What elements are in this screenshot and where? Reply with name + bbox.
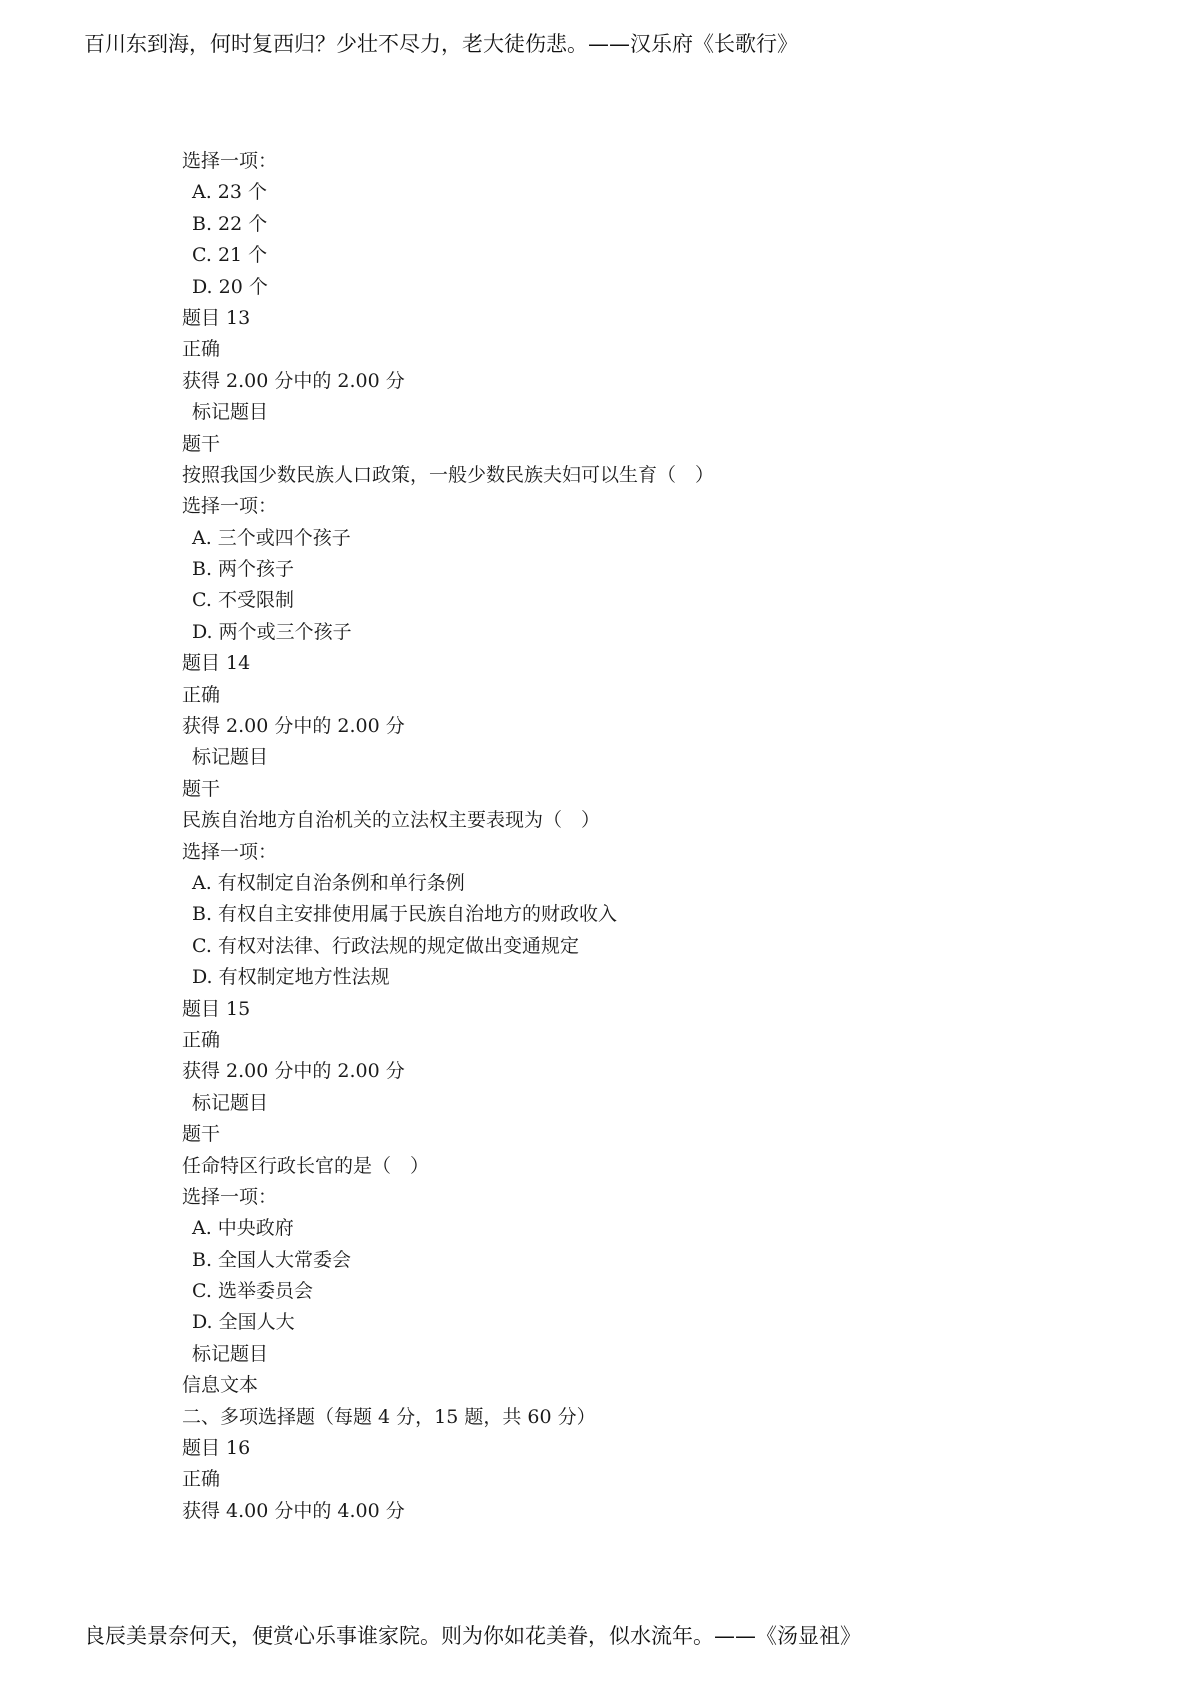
answer-option[interactable]: A. 中央政府 <box>192 1217 294 1240</box>
answer-option[interactable]: D. 有权制定地方性法规 <box>192 966 390 989</box>
select-one-label: 选择一项： <box>182 150 278 172</box>
answer-option[interactable]: B. 全国人大常委会 <box>192 1248 352 1271</box>
answer-option[interactable]: D. 全国人大 <box>192 1311 295 1334</box>
text-line: 民族自治地方自治机关的立法权主要表现为（ ） <box>182 809 601 832</box>
answer-option[interactable]: C. 选举委员会 <box>192 1280 313 1303</box>
text-line: 任命特区行政长官的是（ ） <box>182 1154 430 1177</box>
question-stem-label: 题干 <box>182 432 221 455</box>
answer-option[interactable]: C. 不受限制 <box>192 589 294 612</box>
status-correct: 正确 <box>182 683 221 706</box>
answer-option[interactable]: D. 20 个 <box>192 275 268 298</box>
select-one-label: 选择一项： <box>182 495 278 518</box>
question-number: 题目 16 <box>182 1437 251 1460</box>
answer-option[interactable]: A. 有权制定自治条例和单行条例 <box>192 871 465 894</box>
question-number: 题目 14 <box>182 652 251 675</box>
score-line: 获得 4.00 分中的 4.00 分 <box>182 1499 405 1522</box>
question-number: 题目 13 <box>182 306 251 329</box>
question-number: 题目 15 <box>182 997 251 1020</box>
score-line: 获得 2.00 分中的 2.00 分 <box>182 369 405 392</box>
text-line: 按照我国少数民族人口政策，一般少数民族夫妇可以生育（ ） <box>182 463 715 486</box>
status-correct: 正确 <box>182 338 221 361</box>
status-correct: 正确 <box>182 1028 221 1051</box>
answer-option[interactable]: B. 有权自主安排使用属于民族自治地方的财政收入 <box>192 903 618 926</box>
question-stem-label: 题干 <box>182 777 221 800</box>
text-line: 二、多项选择题（每题 4 分，15 题，共 60 分） <box>182 1405 596 1428</box>
answer-option[interactable]: C. 21 个 <box>192 244 268 267</box>
answer-option[interactable]: D. 两个或三个孩子 <box>192 620 352 643</box>
header-quote: 百川东到海，何时复西归？少壮不尽力，老大徒伤悲。——汉乐府《长歌行》 <box>84 32 798 56</box>
score-line: 获得 2.00 分中的 2.00 分 <box>182 1060 405 1083</box>
flag-question[interactable]: 标记题目 <box>192 1091 269 1114</box>
footer-quote: 良辰美景奈何天，便赏心乐事谁家院。则为你如花美眷，似水流年。——《汤显祖》 <box>84 1624 861 1648</box>
answer-option[interactable]: A. 三个或四个孩子 <box>192 526 351 549</box>
answer-option[interactable]: A. 23 个 <box>192 181 268 204</box>
answer-option[interactable]: B. 两个孩子 <box>192 558 295 581</box>
select-one-label: 选择一项： <box>182 1185 278 1208</box>
score-line: 获得 2.00 分中的 2.00 分 <box>182 715 405 738</box>
flag-question[interactable]: 标记题目 <box>192 1342 269 1365</box>
document-content <box>182 146 1142 1527</box>
flag-question[interactable]: 标记题目 <box>192 401 269 424</box>
select-one-label: 选择一项： <box>182 840 278 863</box>
question-stem-label: 题干 <box>182 1123 221 1146</box>
status-correct: 正确 <box>182 1468 221 1491</box>
flag-question[interactable]: 标记题目 <box>192 746 269 769</box>
text-line: 信息文本 <box>182 1374 259 1397</box>
answer-option[interactable]: C. 有权对法律、行政法规的规定做出变通规定 <box>192 934 579 957</box>
answer-option[interactable]: B. 22 个 <box>192 212 268 235</box>
